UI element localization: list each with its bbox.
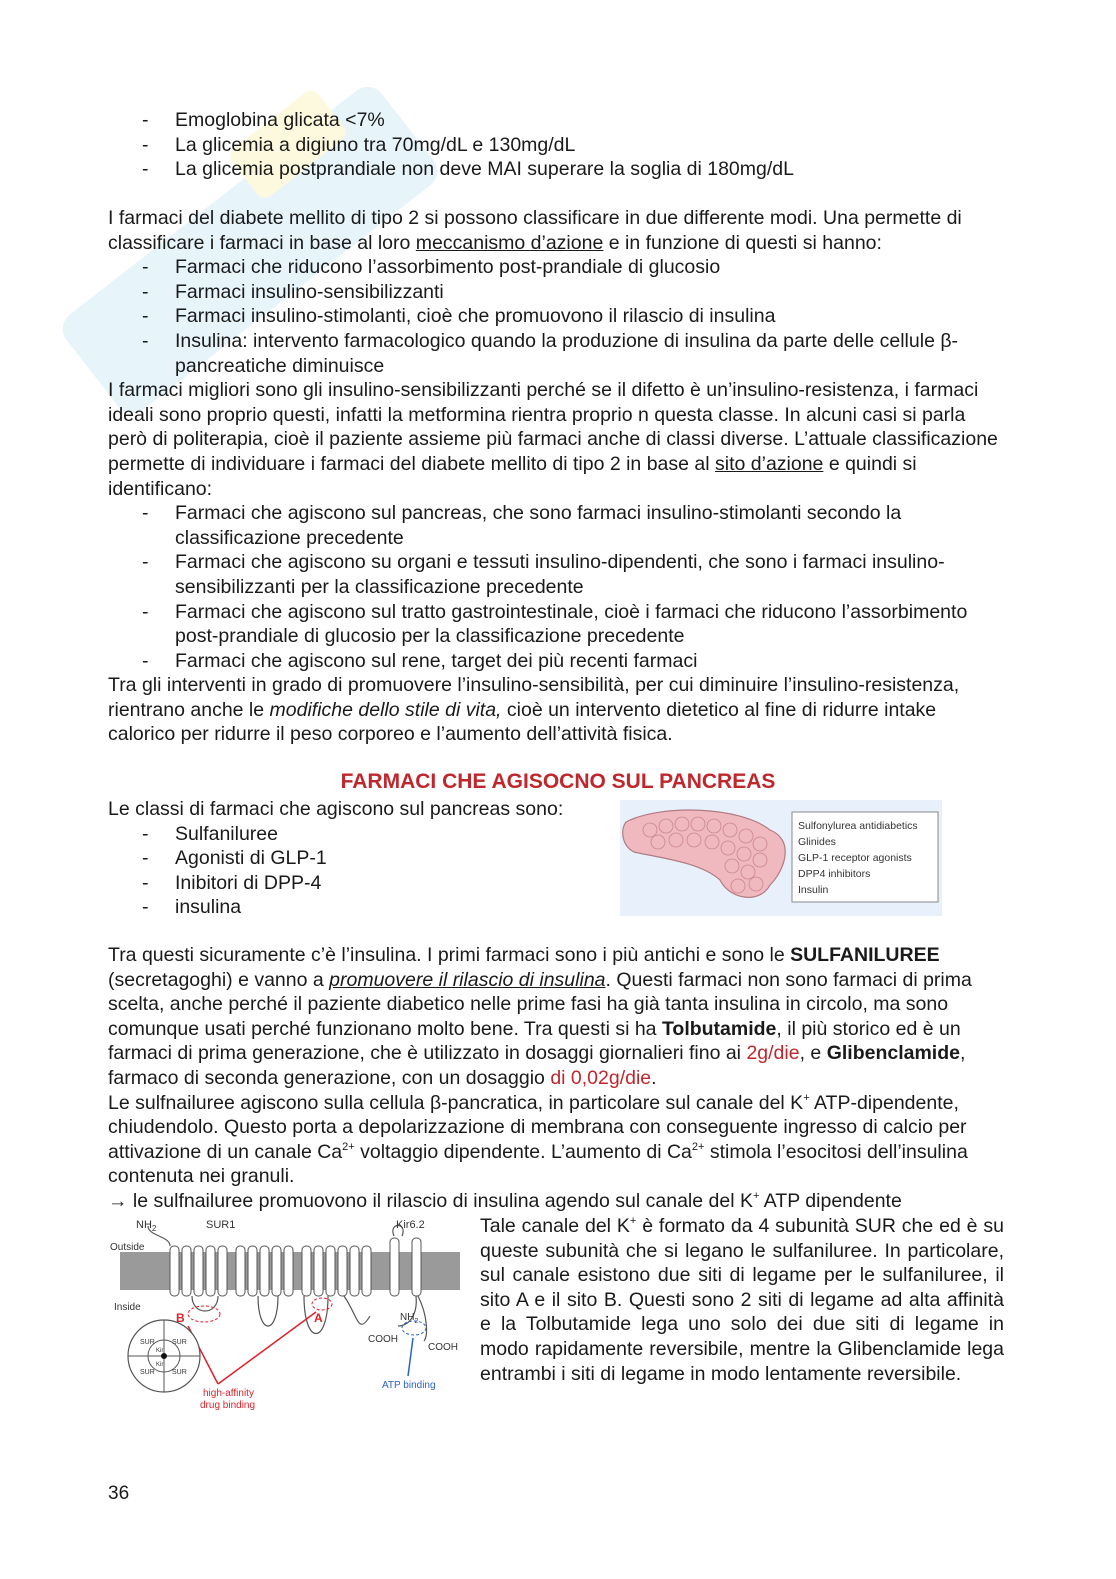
- legend-item: Glinides: [798, 836, 836, 848]
- list-item: - Farmaci che agiscono su organi e tessuti insulino-dipendenti, che sono i farmaci insulino-sensibilizzanti per la classificazione precedente: [108, 550, 1008, 599]
- pancreas-illustration: [620, 800, 942, 916]
- body-main: [108, 206, 1008, 747]
- label-outside: Outside: [110, 1242, 145, 1253]
- label-sur: SUR: [172, 1339, 187, 1346]
- label-sur1: SUR1: [206, 1219, 236, 1231]
- label-cooh: COOH: [368, 1334, 398, 1345]
- list-item: - Farmaci che riducono l’assorbimento post-prandiale di glucosio: [108, 255, 1008, 280]
- list-item: - Farmaci che agiscono sul tratto gastrointestinale, cioè i farmaci che riducono l’assorbimento post-prandiale di glucosio per la classificazione precedente: [108, 600, 1008, 649]
- legend-item: Insulin: [798, 884, 829, 896]
- paragraph-mechanism: Le sulfnailuree agiscono sulla cellula β-pancratica, in particolare sul canale del K+ ATP-dipendente, chiudendolo. Questo porta a depolarizzazione di membrana con conseguente ingresso di calcio per attivazione di un canale $Ca^{2+}$ voltaggio dipendente. L’aumento di $Ca^{2+}$ stimola l’esocitosi dell’insulina contenuta nei granuli.: [108, 1091, 968, 1188]
- list-item: - Farmaci insulino-sensibilizzanti: [108, 280, 1008, 305]
- list-item: - insulina: [108, 895, 608, 920]
- label-cooh: COOH: [428, 1342, 458, 1353]
- legend-item: Sulfonylurea antidiabetics: [798, 820, 918, 832]
- katp-channel-figure: [108, 1216, 468, 1416]
- list-item: - Farmaci insulino-stimolanti, cioè che promuovono il rilascio di insulina: [108, 304, 1008, 329]
- page-number: 36: [108, 1483, 130, 1504]
- paragraph-site-of-action: I farmaci migliori sono gli insulino-sensibilizzanti perché se il difetto è un’insulino-resistenza, i farmaci ideali sono proprio questi, infatti la metformina rientra proprio n questa classe. In alcuni casi si parla però di politerapia, cioè il paziente assieme più farmaci anche di classi diverse. L’attuale classificazione permette di individuare i farmaci del diabete mellito di tipo 2 in base al sito d’azione e quindi si identificano:: [108, 379, 998, 500]
- list-item: - Farmaci che agiscono sul rene, target dei più recenti farmaci: [108, 649, 1008, 674]
- label-sur: SUR: [140, 1369, 155, 1376]
- site-list: [108, 501, 1008, 673]
- list-item: - La glicemia a digiuno tra 70mg/dL e 130mg/dL: [108, 133, 1008, 158]
- paragraph-channel: Tale canale del K+ è formato da 4 subunità SUR che ed è su queste subunità che si legano le sulfaniluree. In particolare, sul canale esistono due siti di legame per le sulfaniluree, il sito A e il sito B. Questi sono 2 siti di legame ad alta affinità e la Tolbutamide lega uno solo dei due siti di legame in modo rapidamente reversibile, mentre la Glibenclamide lega entrambi i siti di legame in modo lentamente reversibile.: [480, 1215, 1004, 1385]
- label-site-a: A: [314, 1311, 323, 1325]
- list-item: - Farmaci che agiscono sul pancreas, che sono farmaci insulino-stimolanti secondo la classificazione precedente: [108, 501, 1008, 550]
- pancreas-classes: [108, 797, 608, 920]
- label-high-affinity: high-affinity: [203, 1388, 254, 1399]
- paragraph-sulfonylureas: Tra questi sicuramente c’è l’insulina. I primi farmaci sono i più antichi e sono le SULFANILUREE (secretagoghi) e vanno a promuovere il rilascio di insulina. Questi farmaci non sono farmaci di prima scelta, anche perché il paziente diabetico nelle prime fasi ha già tanta insulina in circolo, ma sono comunque usati perché funzionano molto bene. Tra questi si ha Tolbutamide, il più storico ed è un farmaci di prima generazione, che è utilizzato in dosaggi giornalieri fino ai 2g/die, e Glibenclamide, farmaco di seconda generazione, con un dosaggio di 0,02g/die.: [108, 944, 972, 1089]
- label-sur: SUR: [172, 1369, 187, 1376]
- label-drug-binding: drug binding: [200, 1400, 256, 1411]
- label-kir-subunit: Kir: [156, 1348, 164, 1354]
- label-site-b: B: [176, 1311, 185, 1325]
- list-item: - La glicemia postprandiale non deve MAI superare la soglia di 180mg/dL: [108, 157, 1008, 182]
- label-kir-subunit: Kir: [156, 1362, 164, 1368]
- label-kir: Kir6.2: [396, 1219, 425, 1231]
- paragraph-lifestyle: Tra gli interventi in grado di promuovere l’insulino-sensibilità, per cui diminuire l’insulino-resistenza, rientrano anche le modifiche dello stile di vita, cioè un intervento dietetico al fine di ridurre intake calorico per ridurre il peso corporeo e l’aumento dell’attività fisica.: [108, 674, 960, 746]
- label-nh2: $NH_2$: [136, 1219, 157, 1233]
- katp-channel-diagram: [108, 1216, 468, 1416]
- classes-intro: Le classi di farmaci che agiscono sul pancreas sono:: [108, 798, 564, 820]
- section-heading: FARMACI CHE AGISOCNO SUL PANCREAS: [340, 770, 776, 793]
- paragraph-classification: I farmaci del diabete mellito di tipo 2 si possono classificare in due differente modi. Una permette di classificare i farmaci in base al loro meccanismo d’azione e in funzione di questi si hanno:: [108, 207, 962, 254]
- label-atp-binding: ATP binding: [382, 1380, 436, 1391]
- glycemic-targets: [108, 108, 1008, 182]
- list-item: - Emoglobina glicata <7%: [108, 108, 1008, 133]
- list-item: - Insulina: intervento farmacologico quando la produzione di insulina da parte delle cellule β-pancreatiche diminuisce: [108, 329, 1008, 378]
- label-inside: Inside: [114, 1302, 141, 1313]
- arrow-icon: →: [108, 1189, 128, 1212]
- label-nh2: $NH_2$: [400, 1312, 419, 1325]
- legend-item: DPP4 inhibitors: [798, 868, 871, 880]
- sulfonylurea-section: [108, 943, 1008, 1214]
- list-item: - Sulfaniluree: [108, 822, 608, 847]
- list-item: - Inibitori di DPP-4: [108, 871, 608, 896]
- list-item: - Agonisti di GLP-1: [108, 846, 608, 871]
- mechanism-list: [108, 255, 1008, 378]
- pancreas-figure: [620, 800, 942, 916]
- paragraph-summary: → le sulfnailuree promuovono il rilascio di insulina agendo sul canale del K+ ATP dipendente: [108, 1189, 902, 1212]
- legend-item: GLP-1 receptor agonists: [798, 852, 912, 864]
- label-sur: SUR: [140, 1339, 155, 1346]
